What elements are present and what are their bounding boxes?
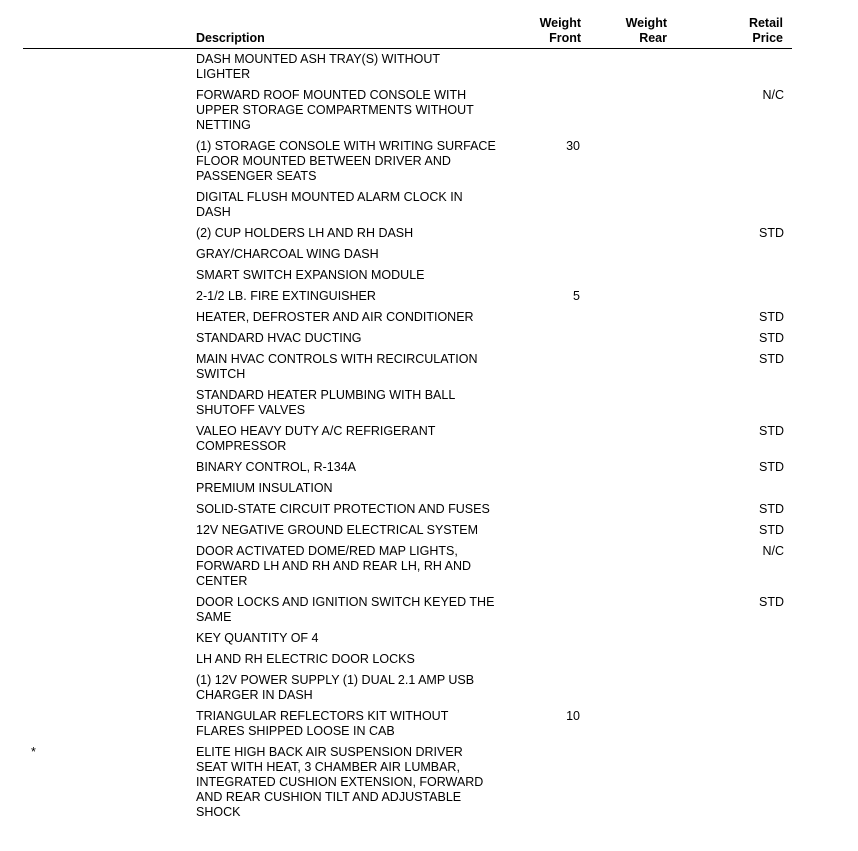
description-cell: (2) CUP HOLDERS LH AND RH DASH	[196, 226, 414, 240]
table-header	[0, 16, 858, 48]
table-row	[0, 424, 858, 460]
retail-price-cell: N/C	[762, 88, 784, 102]
retail-price-cell: STD	[759, 523, 784, 537]
row-marker: *	[31, 745, 36, 759]
table-row	[0, 310, 858, 331]
table-row	[0, 481, 858, 502]
column-header-weight-front-line-2: Front	[549, 31, 581, 45]
table-row	[0, 523, 858, 544]
description-cell: 2-1/2 LB. FIRE EXTINGUISHER	[196, 289, 376, 303]
weight-front-cell: 5	[573, 289, 580, 303]
description-cell: PREMIUM INSULATION	[196, 481, 333, 495]
description-cell: KEY QUANTITY OF 4	[196, 631, 319, 645]
option-table-body	[0, 52, 858, 826]
column-header-retail-price-line-1: Retail	[748, 16, 783, 30]
description-cell: SOLID-STATE CIRCUIT PROTECTION AND FUSES	[196, 502, 490, 516]
retail-price-cell: STD	[759, 502, 784, 516]
description-cell: SMART SWITCH EXPANSION MODULE	[196, 268, 425, 282]
retail-price-cell: STD	[759, 310, 784, 324]
retail-price-cell: STD	[759, 331, 784, 345]
column-header-description: Description	[196, 31, 265, 45]
table-row	[0, 331, 858, 352]
column-header-weight-front	[520, 16, 581, 46]
retail-price-cell: STD	[759, 424, 784, 438]
table-row	[0, 652, 858, 673]
table-row	[0, 88, 858, 139]
table-row	[0, 544, 858, 595]
retail-price-cell: STD	[759, 226, 784, 240]
description-cell: GRAY/CHARCOAL WING DASH	[196, 247, 379, 261]
table-row	[0, 226, 858, 247]
weight-front-cell: 30	[566, 139, 580, 153]
description-cell: MAIN HVAC CONTROLS WITH RECIRCULATION SWITCH	[196, 352, 478, 381]
retail-price-cell: STD	[759, 595, 784, 609]
table-row	[0, 595, 858, 631]
table-row	[0, 673, 858, 709]
description-cell: (1) STORAGE CONSOLE WITH WRITING SURFACE FLOOR MOUNTED BETWEEN DRIVER AND PASSENGER SEATS	[196, 139, 496, 183]
description-cell: TRIANGULAR REFLECTORS KIT WITHOUT FLARES SHIPPED LOOSE IN CAB	[196, 709, 449, 738]
column-header-retail-price	[700, 16, 783, 46]
description-cell: FORWARD ROOF MOUNTED CONSOLE WITH UPPER STORAGE COMPARTMENTS WITHOUT NETTING	[196, 88, 474, 132]
table-row	[0, 247, 858, 268]
table-row	[0, 352, 858, 388]
table-row	[0, 139, 858, 190]
table-row	[0, 289, 858, 310]
retail-price-cell: STD	[759, 352, 784, 366]
table-row	[0, 745, 858, 826]
description-cell: DOOR LOCKS AND IGNITION SWITCH KEYED THE SAME	[196, 595, 495, 624]
column-header-weight-rear-line-1: Weight	[625, 16, 667, 30]
column-header-weight-front-line-1: Weight	[539, 16, 581, 30]
description-cell: STANDARD HVAC DUCTING	[196, 331, 362, 345]
description-cell: (1) 12V POWER SUPPLY (1) DUAL 2.1 AMP USB CHARGER IN DASH	[196, 673, 475, 702]
description-cell: BINARY CONTROL, R-134A	[196, 460, 357, 474]
description-cell: LH AND RH ELECTRIC DOOR LOCKS	[196, 652, 415, 666]
retail-price-cell: STD	[759, 460, 784, 474]
description-cell: 12V NEGATIVE GROUND ELECTRICAL SYSTEM	[196, 523, 479, 537]
description-cell: ELITE HIGH BACK AIR SUSPENSION DRIVER SEAT WITH HEAT, 3 CHAMBER AIR LUMBAR, INTEGRATED CUSHION EXTENSION, FORWARD AND REAR CUSHION TILT AND ADJUSTABLE SHOCK	[196, 745, 484, 819]
column-header-weight-rear-line-2: Rear	[639, 31, 667, 45]
table-row	[0, 709, 858, 745]
table-row	[0, 460, 858, 481]
column-header-weight-rear	[605, 16, 667, 46]
table-row	[0, 52, 858, 88]
retail-price-cell: N/C	[762, 544, 784, 558]
table-row	[0, 190, 858, 226]
description-cell: DASH MOUNTED ASH TRAY(S) WITHOUT LIGHTER	[196, 52, 440, 81]
table-row	[0, 631, 858, 652]
header-divider	[23, 48, 792, 49]
table-row	[0, 268, 858, 289]
description-cell: VALEO HEAVY DUTY A/C REFRIGERANT COMPRESSOR	[196, 424, 436, 453]
column-header-retail-price-line-2: Price	[752, 31, 783, 45]
description-cell: HEATER, DEFROSTER AND AIR CONDITIONER	[196, 310, 474, 324]
weight-front-cell: 10	[566, 709, 580, 723]
table-row	[0, 388, 858, 424]
description-cell: DOOR ACTIVATED DOME/RED MAP LIGHTS, FORWARD LH AND RH AND REAR LH, RH AND CENTER	[196, 544, 472, 588]
description-cell: DIGITAL FLUSH MOUNTED ALARM CLOCK IN DASH	[196, 190, 463, 219]
description-cell: STANDARD HEATER PLUMBING WITH BALL SHUTOFF VALVES	[196, 388, 455, 417]
table-row	[0, 502, 858, 523]
